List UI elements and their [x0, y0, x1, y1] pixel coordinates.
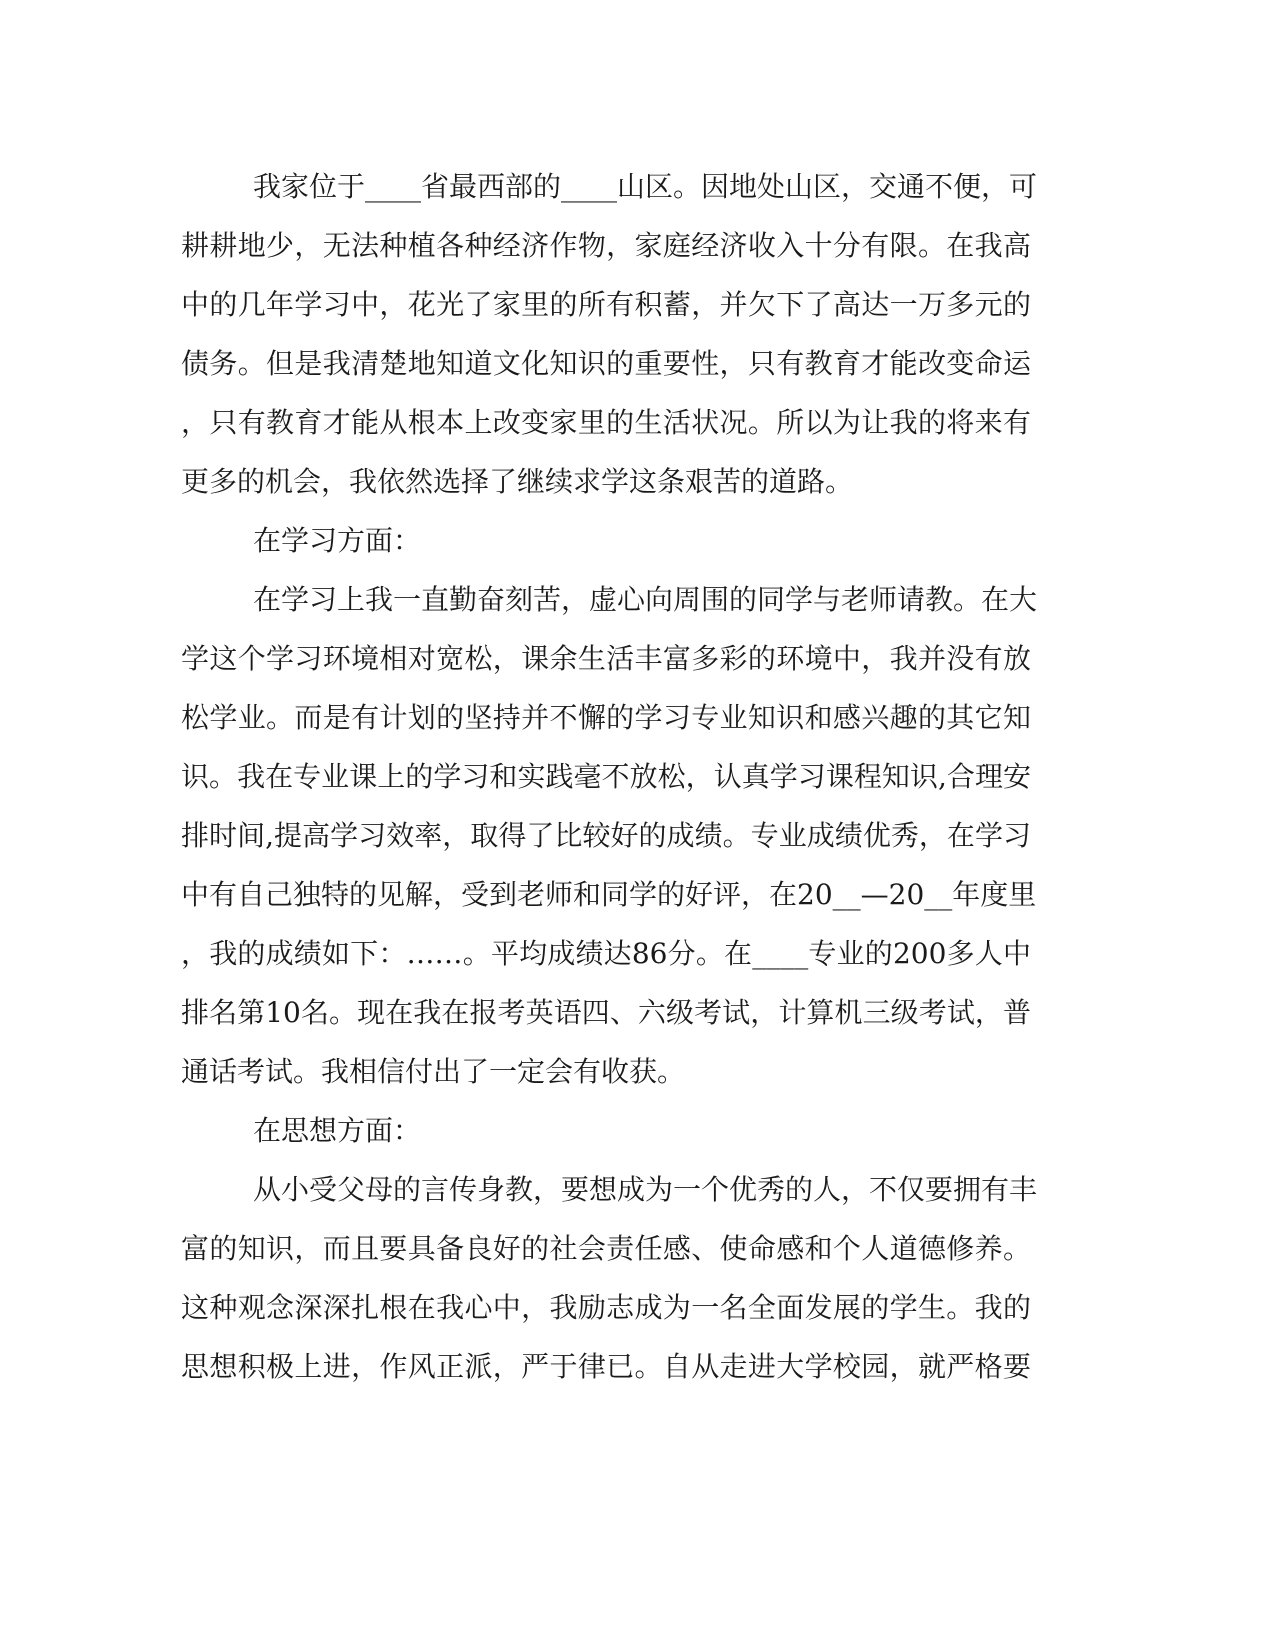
text-line: 排名第10名。现在我在报考英语四、六级考试，计算机三级考试，普: [181, 996, 1031, 1029]
document-body: [181, 157, 1038, 1396]
paragraph-study: 在学习上我一直勤奋刻苦，虚心向周围的同学与老师请教。在大: [253, 583, 1038, 616]
section-heading-study: 在学习方面：: [253, 524, 422, 557]
text-line: 识。我在专业课上的学习和实践毫不放松，认真学习课程知识,合理安: [181, 760, 1031, 793]
text-line: 债务。但是我清楚地知道文化知识的重要性，只有教育才能改变命运: [181, 347, 1031, 380]
text-line: 思想积极上进，作风正派，严于律已。自从走进大学校园，就严格要: [181, 1350, 1031, 1383]
text-line: 排时间,提高学习效率，取得了比较好的成绩。专业成绩优秀，在学习: [181, 819, 1031, 852]
text-line: 学这个学习环境相对宽松，课余生活丰富多彩的环境中，我并没有放: [181, 642, 1031, 675]
text-line: ，我的成绩如下：……。平均成绩达86分。在____专业的200多人中: [181, 937, 1031, 970]
paragraph-family-background: 我家位于____省最西部的____山区。因地处山区，交通不便，可: [253, 170, 1038, 203]
text-line: 中的几年学习中，花光了家里的所有积蓄，并欠下了高达一万多元的: [181, 288, 1031, 321]
text-line: 富的知识，而且要具备良好的社会责任感、使命感和个人道德修养。: [181, 1232, 1031, 1265]
text-line: 松学业。而是有计划的坚持并不懈的学习专业知识和感兴趣的其它知: [181, 701, 1031, 734]
text-line: 耕耕地少，无法种植各种经济作物，家庭经济收入十分有限。在我高: [181, 229, 1031, 262]
text-line: ，只有教育才能从根本上改变家里的生活状况。所以为让我的将来有: [181, 406, 1031, 439]
text-line: 更多的机会，我依然选择了继续求学这条艰苦的道路。: [181, 465, 854, 498]
paragraph-thought: 从小受父母的言传身教，要想成为一个优秀的人，不仅要拥有丰: [253, 1173, 1038, 1206]
text-line: 中有自己独特的见解，受到老师和同学的好评，在20__—20__年度里: [181, 878, 1037, 911]
text-line: 通话考试。我相信付出了一定会有收获。: [181, 1055, 686, 1088]
section-heading-thought: 在思想方面：: [253, 1114, 422, 1147]
text-line: 这种观念深深扎根在我心中，我励志成为一名全面发展的学生。我的: [181, 1291, 1031, 1324]
